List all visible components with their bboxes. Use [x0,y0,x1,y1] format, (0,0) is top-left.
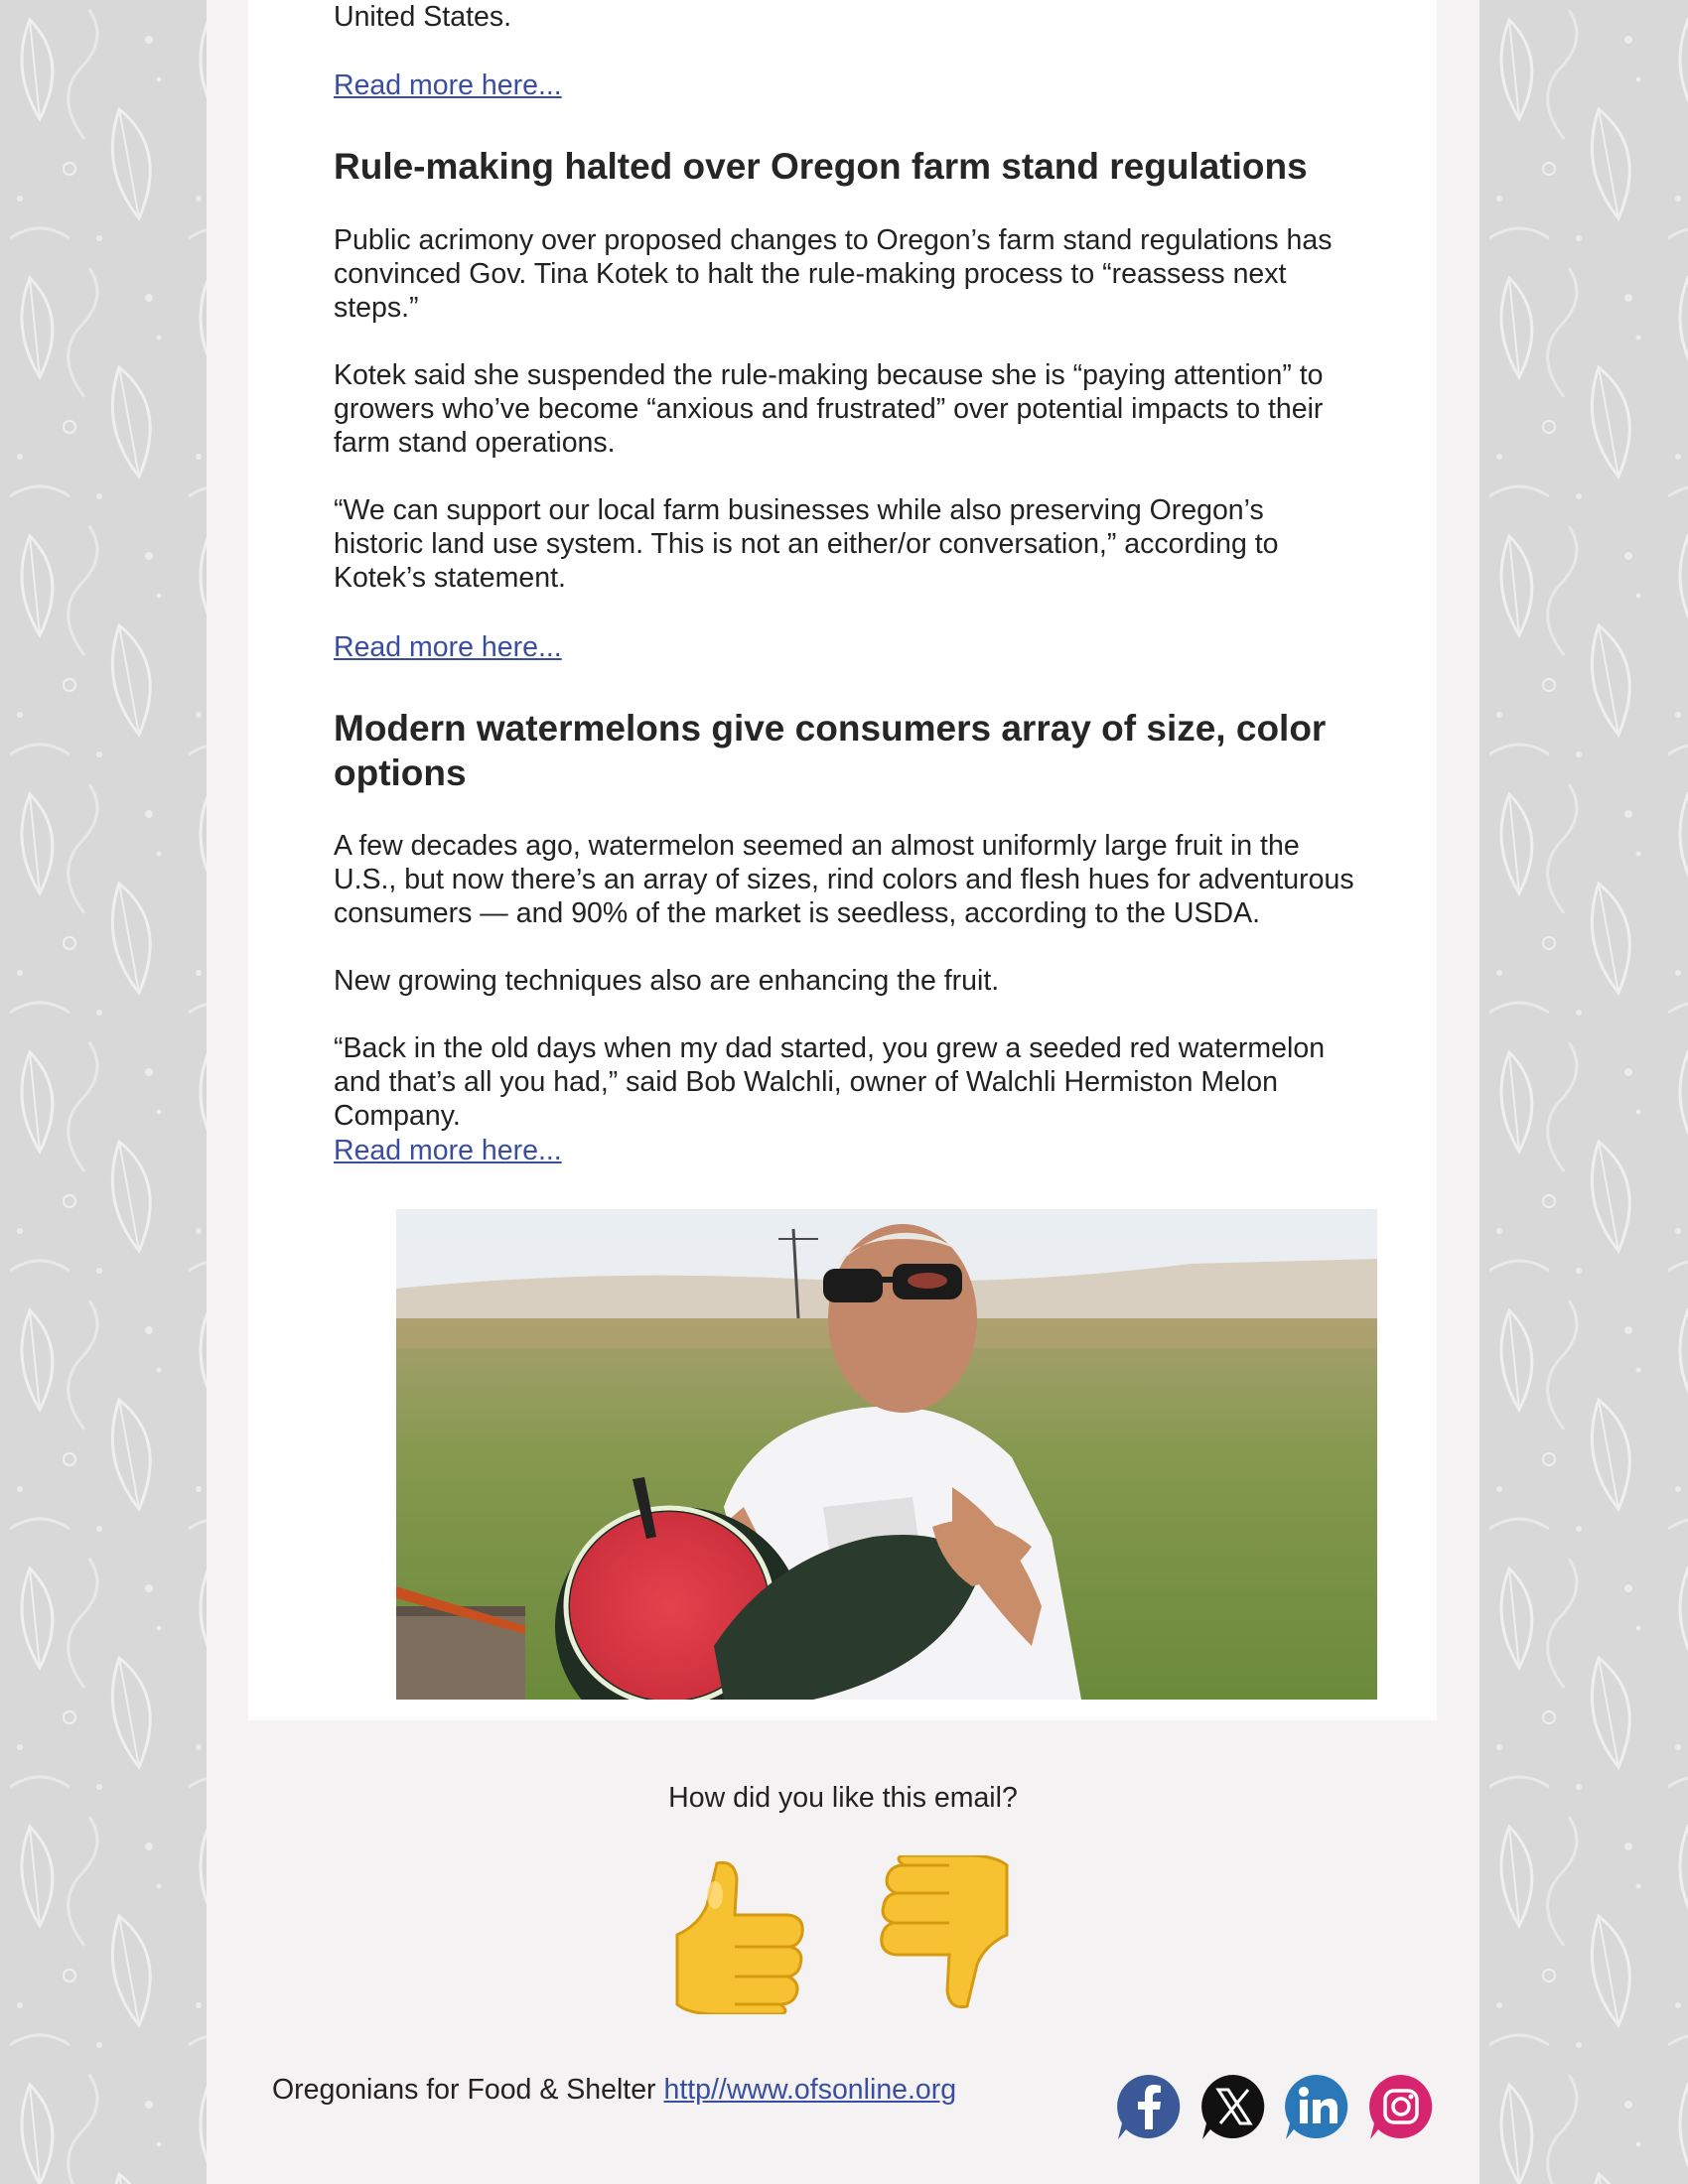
footer-org [272,2073,956,2107]
website-link[interactable]: http//www.ofsonline.org [663,2074,957,2106]
article-title: Rule-making halted over Oregon farm stand regulations [334,146,1308,187]
decorative-pattern-right [1479,0,1688,2184]
content-card [248,0,1437,1720]
article-paragraph: “We can support our local farm businesses while also preserving Oregon’s historic land use system. This is not an either/or conversation,” according to Kotek’s statement. [334,494,1279,594]
article-paragraph: Kotek said she suspended the rule-making because she is “paying attention” to growers who’ve become “anxious and frustrated” over potential impacts to their farm stand operations. [334,359,1324,459]
article-paragraph: A few decades ago, watermelon seemed an almost uniformly large fruit in the U.S., but now there’s an array of sizes, rind colors and flesh hues for adventurous consumers — and 90% of the market is seedless, according to the USDA. [334,830,1354,929]
article-title: Modern watermelons give consumers array of size, color options [334,708,1327,793]
read-more-link[interactable]: Read more here... [334,69,562,101]
facebook-icon[interactable] [1114,2072,1184,2141]
org-name: Oregonians for Food & Shelter [272,2074,656,2106]
watermelon-photo [396,1209,1377,1700]
email-container [207,0,1479,2184]
article-paragraph: “Back in the old days when my dad started, you grew a seeded red watermelon and that’s all you had,” said Bob Walchli, owner of Walchli Hermiston Melon Company. [334,1032,1326,1132]
thumbs-up-icon[interactable] [669,1855,808,2014]
intro-tail-text: United States. [334,1,512,33]
feedback-question: How did you like this email? [668,1782,1018,1814]
article-paragraph: Public acrimony over proposed changes to Oregon’s farm stand regulations has convinced Gov. Tina Kotek to halt the rule-making process to “reassess next steps.” [334,224,1333,324]
read-more-link[interactable]: Read more here... [334,1135,562,1166]
article-paragraph: New growing techniques also are enhancing the fruit. [334,965,1000,997]
decorative-pattern-left [0,0,207,2184]
read-more-link[interactable]: Read more here... [334,631,562,663]
linkedin-icon[interactable] [1282,2072,1351,2141]
instagram-icon[interactable] [1366,2072,1436,2141]
thumbs-down-icon[interactable] [876,1855,1015,2014]
x-icon[interactable] [1198,2072,1268,2141]
